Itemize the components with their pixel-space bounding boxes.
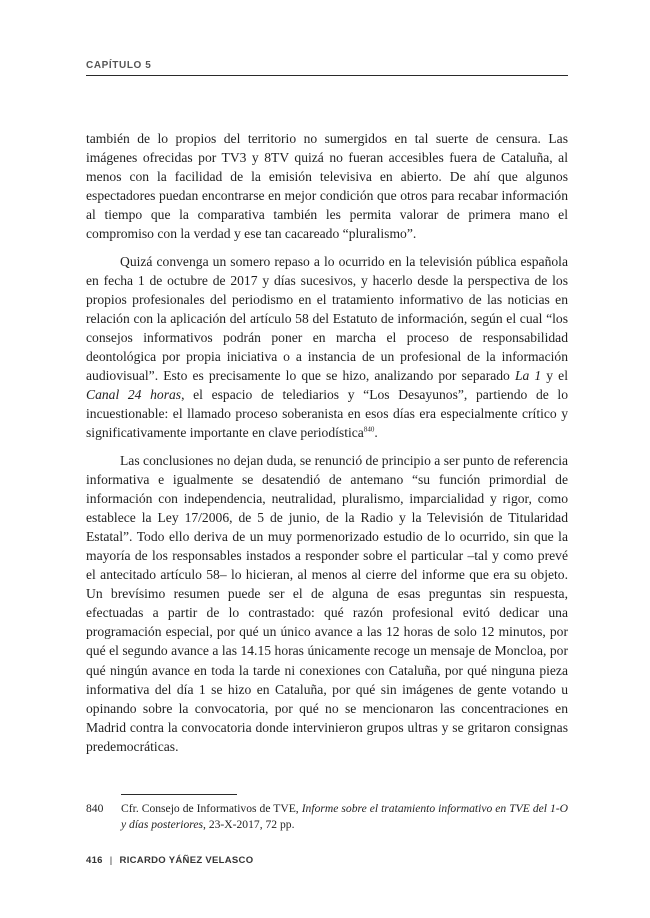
paragraph-2 xyxy=(86,252,568,443)
running-header xyxy=(86,60,568,76)
body-text xyxy=(86,129,568,764)
program-name-la1: La 1 xyxy=(514,368,542,384)
footnote xyxy=(86,801,568,833)
paragraph-2-text-d: . xyxy=(374,425,378,441)
paragraph-2-text-b: y el xyxy=(541,368,568,384)
paragraph-1: también de lo propios del territorio no sumergidos en tal suerte de censura. Las imágenes ofrecidas por TV3 y 8TV quizá no fueran accesibles fuera de Cataluña, al menos con la facilidad de la emisión televisiva en abierto. De ahí que algunos espectadores puedan encontrarse en mejor condición que otros para recabar información al tiempo que la comparativa también les permita valorar de primera mano el compromiso con la verdad y ese tan cacareado “pluralismo”. xyxy=(86,131,568,242)
page-footer xyxy=(86,855,253,866)
author-name: RICARDO YÁÑEZ VELASCO xyxy=(119,855,254,866)
footnote-divider xyxy=(121,794,237,795)
footer-separator: | xyxy=(109,855,113,866)
footnote-report-title: Informe sobre el tratamiento informativo en TVE del 1-O y días posteriores xyxy=(121,802,569,831)
chapter-label: CAPÍTULO 5 xyxy=(86,60,152,71)
footnote-text-b: , 23-X-2017, 72 pp. xyxy=(203,818,295,831)
footnote-reference[interactable]: 840 xyxy=(363,425,375,434)
paragraph-3: Las conclusiones no dejan duda, se renunció de principio a ser punto de referencia informativa e igualmente se desatendió de antemano “su función primordial de información con independencia, neutralidad, pluralismo, imparcialidad y rigor, como establece la Ley 17/2006, de 5 de junio, de la Radio y la Televisión de Titularidad Estatal”. Todo ello deriva de un muy pormenorizado estudio de lo ocurrido, sin que la mayoría de los responsables instados a responder sobre el particular –tal y como prevé el antecitado artículo 58– lo hicieran, al menos al cierre del informe que era su objeto. Un brevísimo resumen puede ser el de alguna de esas preguntas sin respuesta, efectuadas a partir de lo contrastado: qué razón profesional evitó dedicar una programación especial, por qué un único avance a las 12 horas de solo 12 minutos, por qué el segundo avance a las 14.15 horas únicamente recoge un mensaje de Moncloa, por qué ningún avance en toda la tarde ni conexiones con Cataluña, por qué ninguna pieza informativa del día 1 se hizo en Cataluña, por qué sin imágenes de gente votando u opinando sobre la convocatoria, por qué no se mencionaron las concentraciones en Madrid contra la convocatoria donde intervinieron grupos ultras y se gritaron consignas predemocráticas. xyxy=(86,452,568,754)
footnote-text-a: Cfr. Consejo de Informativos de TVE, xyxy=(121,802,302,815)
program-name-canal24: Canal 24 horas xyxy=(86,387,182,403)
footnote-number: 840 xyxy=(86,802,104,815)
page-number: 416 xyxy=(86,855,103,866)
paragraph-2-text-c: , el espacio de telediarios y “Los Desayunos”, partiendo de lo incuestionable: el llamado proceso soberanista en esos días era especialmente crítico y significativamente importante en clave periodística xyxy=(86,387,568,441)
paragraph-2-text-a: Quizá convenga un somero repaso a lo ocurrido en la televisión pública española en fecha 1 de octubre de 2017 y días sucesivos, y hacerlo desde la perspectiva de los propios profesionales del periodismo en el tratamiento informativo de las noticias en relación con la aplicación del artículo 58 del Estatuto de información, según el cual “los consejos informativos podrán poner en marcha el proceso de responsabilidad deontológica por propia iniciativa o a instancia de un profesional de la información audiovisual”. Esto es precisamente lo que se hizo, analizando por separado xyxy=(86,253,568,384)
footnote-text xyxy=(121,801,568,833)
